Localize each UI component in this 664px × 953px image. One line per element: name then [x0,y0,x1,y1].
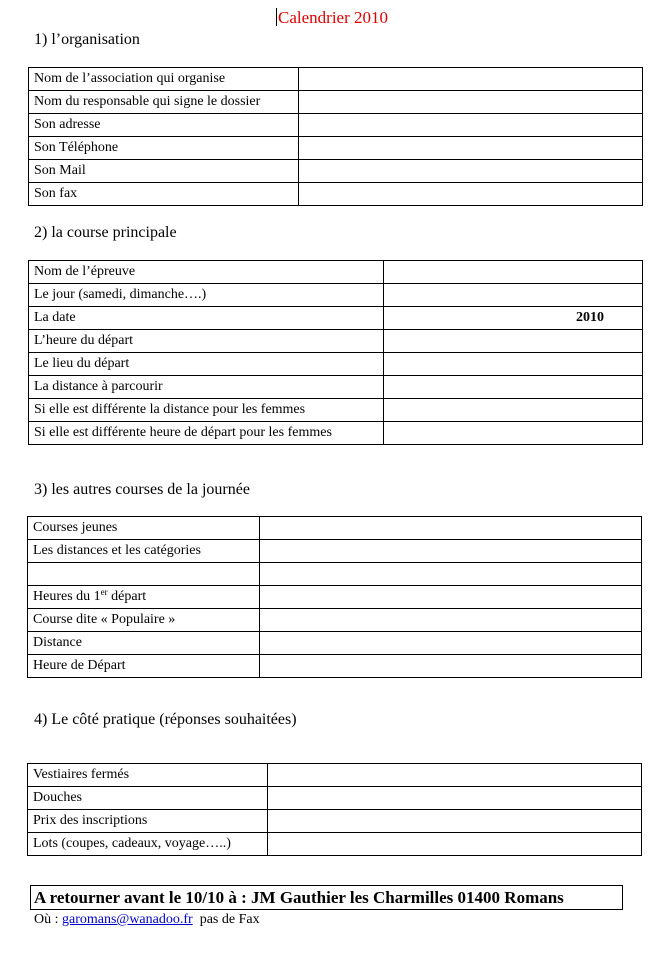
table-row [29,330,643,353]
field-label: Le lieu du départ [29,353,384,376]
text-cursor [276,8,277,26]
field-value[interactable]: 2010 [384,307,643,330]
table-row [29,353,643,376]
field-label: Vestiaires fermés [28,764,268,787]
field-value[interactable] [260,632,642,655]
field-value[interactable] [299,160,643,183]
field-label [28,586,260,609]
field-label-superscript: er [100,587,108,597]
field-label-text: Heures du 1 [33,589,101,604]
field-label: Le jour (samedi, dimanche….) [29,284,384,307]
field-label: Nom de l’association qui organise [29,68,299,91]
table-row [29,399,643,422]
section-heading-autres-courses: 3) les autres courses de la journée [34,481,250,498]
field-label: Course dite « Populaire » [28,609,260,632]
field-value[interactable] [384,330,643,353]
cote-pratique-table [27,763,642,856]
field-label: Douches [28,787,268,810]
table-row [28,586,642,609]
field-value[interactable] [384,353,643,376]
field-label: Si elle est différente heure de départ pour les femmes [29,422,384,445]
field-value[interactable] [268,787,642,810]
table-row [28,787,642,810]
field-value[interactable] [260,517,642,540]
organisation-table [28,67,643,206]
field-label: Distance [28,632,260,655]
field-label: Prix des inscriptions [28,810,268,833]
table-row [28,517,642,540]
table-row [29,183,643,206]
field-value[interactable] [260,586,642,609]
table-row [29,114,643,137]
table-row [29,422,643,445]
field-value[interactable] [299,91,643,114]
table-row [28,609,642,632]
field-value[interactable] [268,764,642,787]
table-row [28,833,642,856]
field-label: Lots (coupes, cadeaux, voyage…..) [28,833,268,856]
contact-suffix: pas de Fax [192,912,260,927]
table-row [29,261,643,284]
table-row [29,284,643,307]
field-value[interactable] [299,68,643,91]
document-title-text: Calendrier 2010 [278,8,388,27]
table-row [29,137,643,160]
return-notice: A retourner avant le 10/10 à : JM Gauthier les Charmilles 01400 Romans [30,885,623,910]
table-row [29,160,643,183]
field-label: Son fax [29,183,299,206]
section-heading-course-principale: 2) la course principale [34,224,177,241]
field-label: Son Mail [29,160,299,183]
section-heading-organisation: 1) l’organisation [34,31,140,48]
table-row [29,68,643,91]
field-label: Son Téléphone [29,137,299,160]
field-label [28,563,260,586]
field-value[interactable] [260,540,642,563]
autres-courses-table [27,516,642,678]
field-value[interactable] [384,261,643,284]
contact-line [34,912,260,928]
field-value[interactable] [299,137,643,160]
table-row [28,540,642,563]
field-value[interactable] [384,284,643,307]
document-title [0,8,664,28]
field-value[interactable] [260,563,642,586]
field-value[interactable] [384,376,643,399]
field-value[interactable] [260,609,642,632]
field-value[interactable] [384,399,643,422]
section-heading-cote-pratique: 4) Le côté pratique (réponses souhaitées) [34,711,297,728]
field-label: Courses jeunes [28,517,260,540]
field-label: Son adresse [29,114,299,137]
field-label: L’heure du départ [29,330,384,353]
field-value[interactable] [260,655,642,678]
table-row [28,563,642,586]
field-label: Si elle est différente la distance pour les femmes [29,399,384,422]
table-row [28,764,642,787]
course-principale-table [28,260,643,445]
field-value[interactable] [268,810,642,833]
table-row [28,632,642,655]
field-value[interactable] [268,833,642,856]
email-link[interactable]: garomans@wanadoo.fr [62,912,193,927]
field-label: Heure de Départ [28,655,260,678]
field-value[interactable] [384,422,643,445]
table-row [28,655,642,678]
contact-prefix: Où : [34,912,62,927]
field-label: La date [29,307,384,330]
table-row [29,307,643,330]
table-row [29,376,643,399]
field-label: Nom du responsable qui signe le dossier [29,91,299,114]
field-value[interactable] [299,183,643,206]
field-label-text-after: départ [107,589,147,604]
field-label: La distance à parcourir [29,376,384,399]
table-row [28,810,642,833]
field-label: Les distances et les catégories [28,540,260,563]
field-label: Nom de l’épreuve [29,261,384,284]
field-value[interactable] [299,114,643,137]
table-row [29,91,643,114]
